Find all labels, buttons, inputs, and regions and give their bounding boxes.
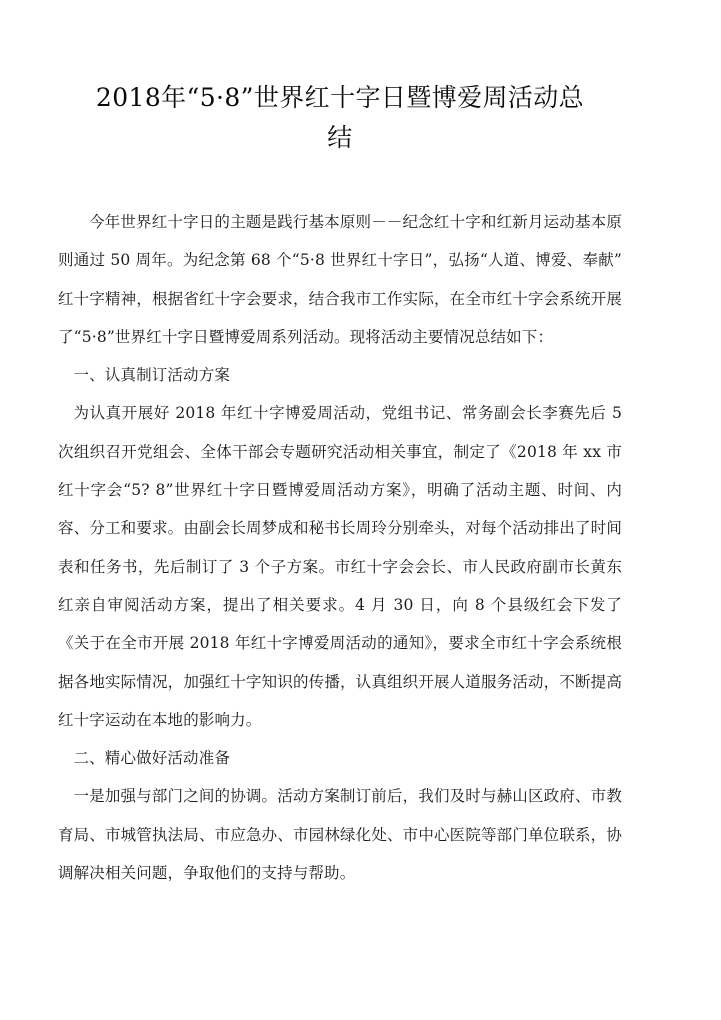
title-spacer (58, 158, 622, 203)
page-title: 2018年“5·8”世界红十字日暨博爱周活动总结 (95, 83, 585, 152)
paragraph-section-two-body: 一是加强与部门之间的协调。活动方案制订前后，我们及时与赫山区政府、市教育局、市城管执法局、市应急办、市园林绿化处、市中心医院等部门单位联系，协调解决相关问题，争取他们的支持与帮助。 (58, 787, 622, 883)
section-heading-one: 一、认真制订活动方案 (73, 366, 231, 385)
paragraph-intro: 今年世界红十字日的主题是践行基本原则－－纪念红十字和红新月运动基本原则通过 50 周年。为纪念第 68 个“5·8 世界红十字日”，弘扬“人道、博爱、奉献”红十字精神，根据省红十字会要求，结合我市工作实际，在全市红十字会系统开展了“5·8”世界红十字日暨博爱周系列活动。现将活动主要情况总结如下： (58, 213, 622, 346)
paragraph-section-one-body: 为认真开展好 2018 年红十字博爱周活动，党组书记、常务副会长李赛先后 5 次组织召开党组会、全体干部会专题研究活动相关事宜，制定了《2018 年 xx 市红十字会“5? 8”世界红十字日暨博爱周活动方案》，明确了活动主题、时间、内容、分工和要求。由副会长周梦成和秘书长周玲分别牵头，对每个活动排出了时间表和任务书，先后制订了 3 个子方案。市红十字会会长、市人民政府副市长黄东红亲自审阅活动方案，提出了相关要求。4 月 30 日，向 8 个县级红会下发了《关于在全市开展 2018 年红十字博爱周活动的通知》，要求全市红十字会系统根据各地实际情况，加强红十字知识的传播，认真组织开展人道服务活动，不断提高红十字运动在本地的影响力。 (58, 404, 622, 729)
document-body (58, 78, 622, 892)
section-heading-two: 二、精心做好活动准备 (73, 749, 231, 768)
